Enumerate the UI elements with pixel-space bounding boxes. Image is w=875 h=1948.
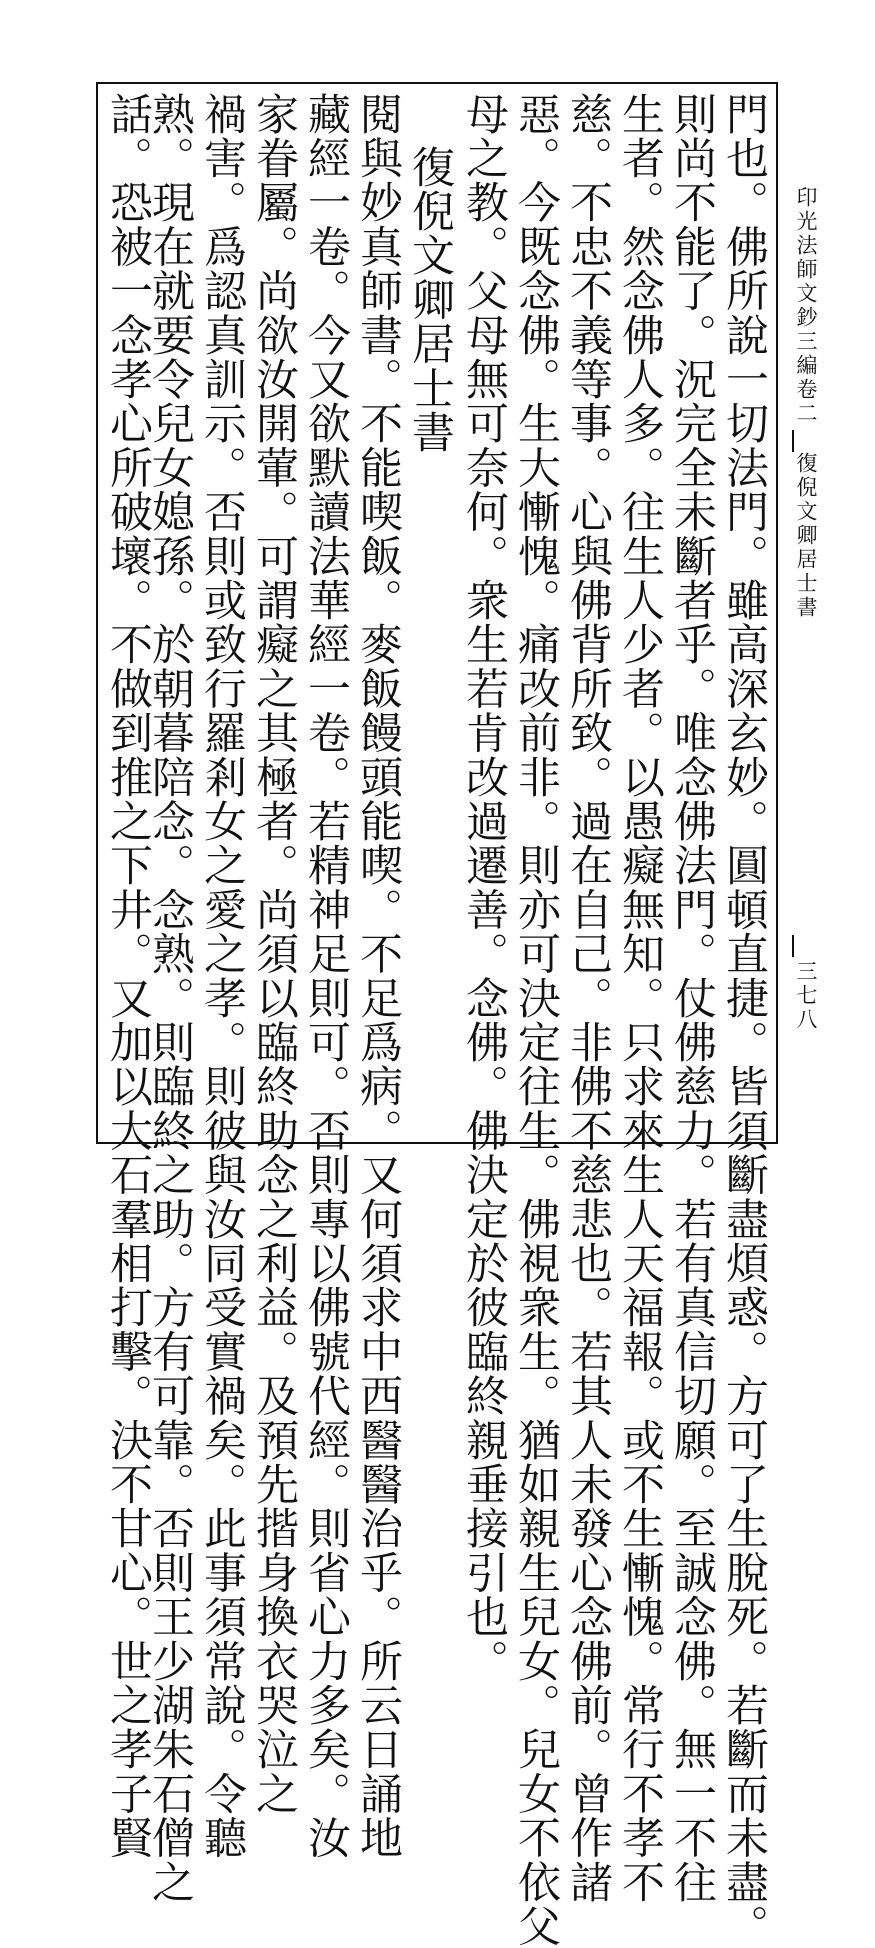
text-column-4: 慈。不忠不義等事。心與佛背所致。過在自己。非佛不慈悲也。若其人未發心念佛前。曾作諸 <box>563 92 613 1905</box>
section-title: 復倪文卿居士書 <box>794 452 818 620</box>
text-column-10: 家眷屬。尚欲汝開葷。可謂癡之其極者。尚須以臨終助念之利益。及預先揩身換衣哭泣之 <box>249 92 299 1816</box>
margin-rule-top <box>792 430 794 452</box>
book-title: 印光法師文鈔三編卷二 <box>794 186 818 426</box>
text-column-11: 禍害。爲認真訓示。否則或致行羅剎女之愛之孝。則彼與汝同受實禍矣。此事須常說。令聽 <box>197 92 247 1860</box>
letter-heading: 復倪文卿居士書 <box>405 145 455 455</box>
text-column-8: 閱與妙真師書。不能喫飯。麥飯饅頭能喫。不足爲病。又何須求中西醫醫治乎。所云日誦地 <box>353 92 403 1860</box>
text-column-1: 門也。佛所說一切法門。雖高深玄妙。圓頓直捷。皆須斷盡煩惑。方可了生脫死。若斷而未盡。 <box>719 92 769 1948</box>
text-column-9: 藏經一卷。今又欲默讀法華經一卷。若精神足則可。否則專以佛號代經。則省心力多矣。汝 <box>301 92 351 1860</box>
page-number: 三七八 <box>794 960 818 1032</box>
margin-rule-bottom <box>792 935 794 957</box>
text-column-2: 則尚不能了。況完全未斷者乎。唯念佛法門。仗佛慈力。若有真信切願。至誠念佛。無一不往 <box>667 92 717 1905</box>
text-column-6: 母之教。父母無可奈何。衆生若肯改過遷善。念佛。佛決定於彼臨終親垂接引也。 <box>459 92 509 1684</box>
text-column-5: 惡。今既念佛。生大慚愧。痛改前非。則亦可決定往生。佛視衆生。猶如親生兒女。兒女不依父 <box>511 92 561 1948</box>
text-column-13: 話。恐被一念孝心所破壞。不做到推之下井。又加以大石羣相打擊。決不甘心。世之孝子賢 <box>103 92 153 1860</box>
text-column-3: 生者。然念佛人多。往生人少者。以愚癡無知。只求來生人天福報。或不生慚愧。常行不孝不 <box>615 92 665 1905</box>
text-column-12: 熟。現在就要令兒女媳孫。於朝暮陪念。念熟。則臨終之助。方有可靠。否則王少湖朱石僧之 <box>145 92 195 1905</box>
